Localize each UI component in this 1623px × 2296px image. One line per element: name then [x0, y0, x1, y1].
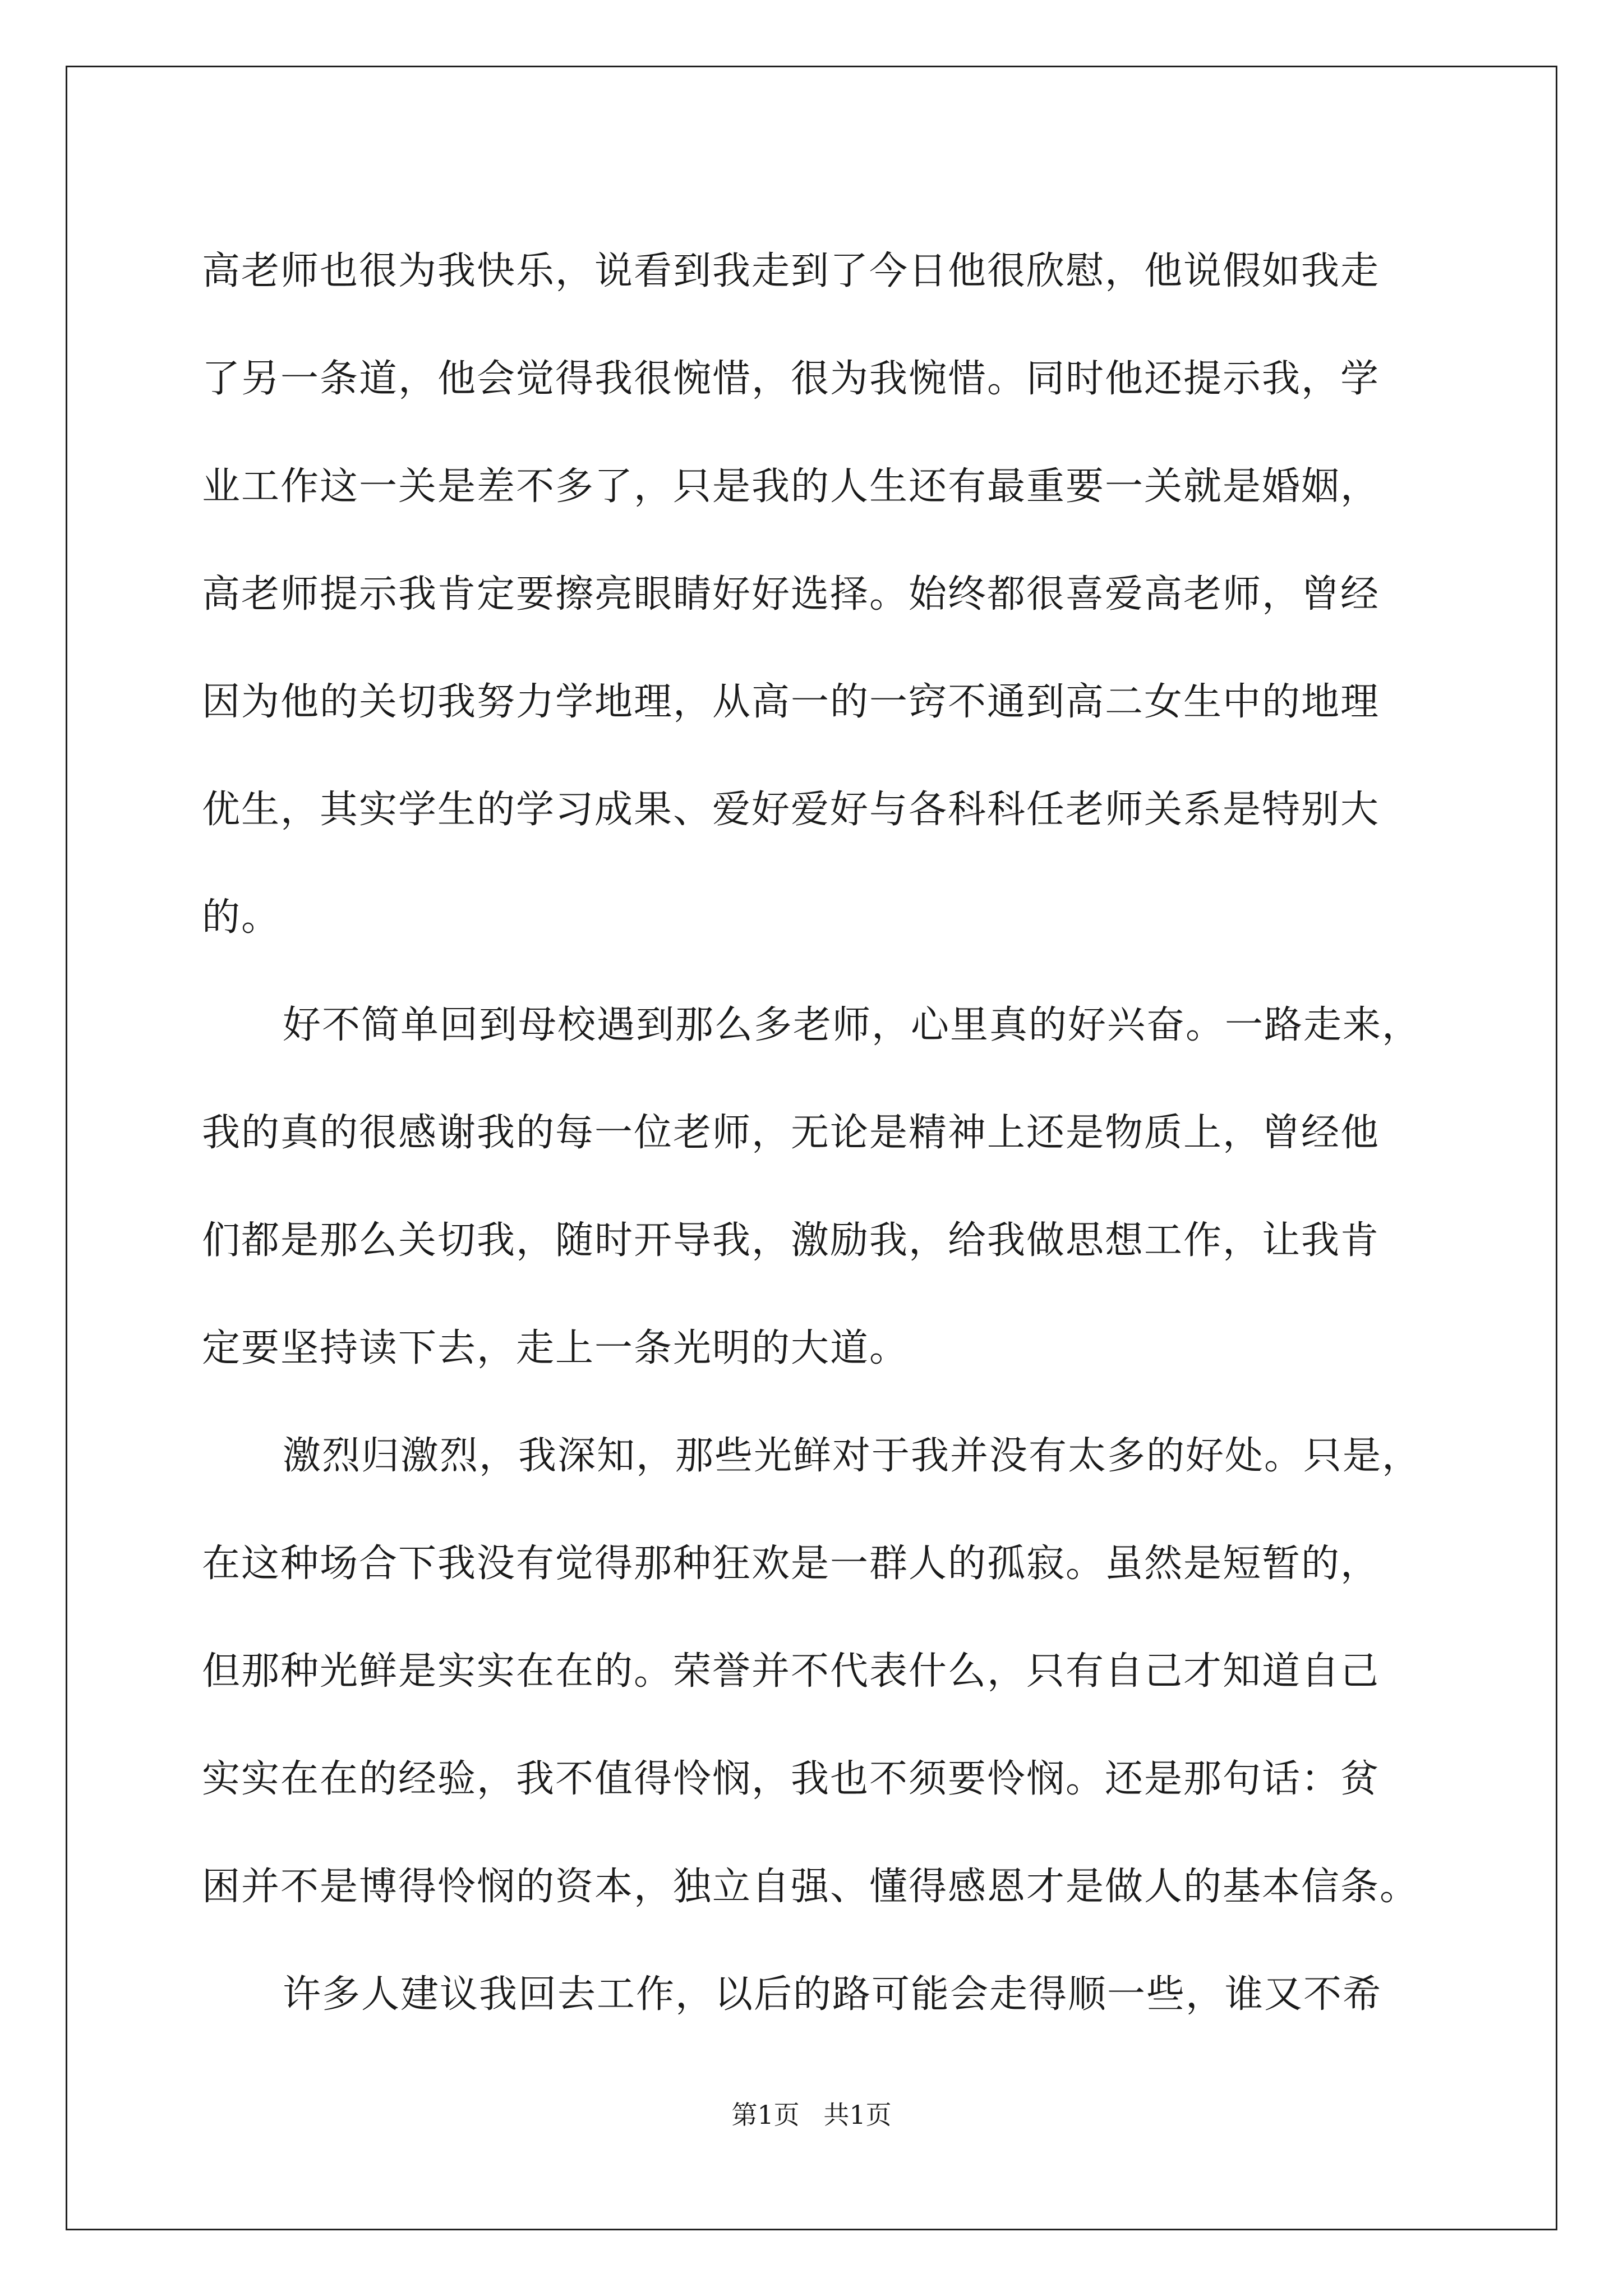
text-line: 在这种场合下我没有觉得那种狂欢是一群人的孤寂。虽然是短暂的， — [202, 1542, 1380, 1586]
text-line: 优生，其实学生的学习成果、爱好爱好与各科科任老师关系是特别大 — [202, 788, 1380, 832]
text-line: 因为他的关切我努力学地理，从高一的一窍不通到高二女生中的地理 — [202, 680, 1380, 724]
text-line: 们都是那么关切我，随时开导我，激励我，给我做思想工作，让我肯 — [202, 1218, 1380, 1263]
text-line: 业工作这一关是差不多了，只是我的人生还有最重要一关就是婚姻， — [202, 464, 1380, 509]
text-line: 高老师也很为我快乐，说看到我走到了今日他很欣慰，他说假如我走 — [202, 249, 1380, 293]
text-line: 我的真的很感谢我的每一位老师，无论是精神上还是物质上，曾经他 — [202, 1111, 1380, 1155]
text-line: 高老师提示我肯定要擦亮眼睛好好选择。始终都很喜爱高老师，曾经 — [202, 572, 1380, 616]
text-line: 但那种光鲜是实实在在的。荣誉并不代表什么，只有自己才知道自己 — [202, 1649, 1380, 1694]
page-number: 第1页 — [731, 2100, 800, 2130]
text-line: 的。 — [202, 895, 281, 940]
page-total: 共1页 — [823, 2100, 892, 2130]
text-line: 许多人建议我回去工作，以后的路可能会走得顺一些，谁又不希 — [283, 1972, 1382, 2017]
document-body — [202, 218, 1430, 2049]
text-line: 了另一条道，他会觉得我很惋惜，很为我惋惜。同时他还提示我，学 — [202, 357, 1380, 401]
text-line: 定要坚持读下去，走上一条光明的大道。 — [202, 1326, 909, 1370]
text-line: 实实在在的经验，我不值得怜悯，我也不须要怜悯。还是那句话：贫 — [202, 1757, 1380, 1801]
text-line: 好不简单回到母校遇到那么多老师，心里真的好兴奋。一路走来， — [283, 1003, 1422, 1047]
page-footer — [0, 2098, 1623, 2132]
text-line: 困并不是博得怜悯的资本，独立自强、懂得感恩才是做人的基本信条。 — [202, 1865, 1419, 1909]
text-line: 激烈归激烈，我深知，那些光鲜对于我并没有太多的好处。只是， — [283, 1434, 1422, 1478]
